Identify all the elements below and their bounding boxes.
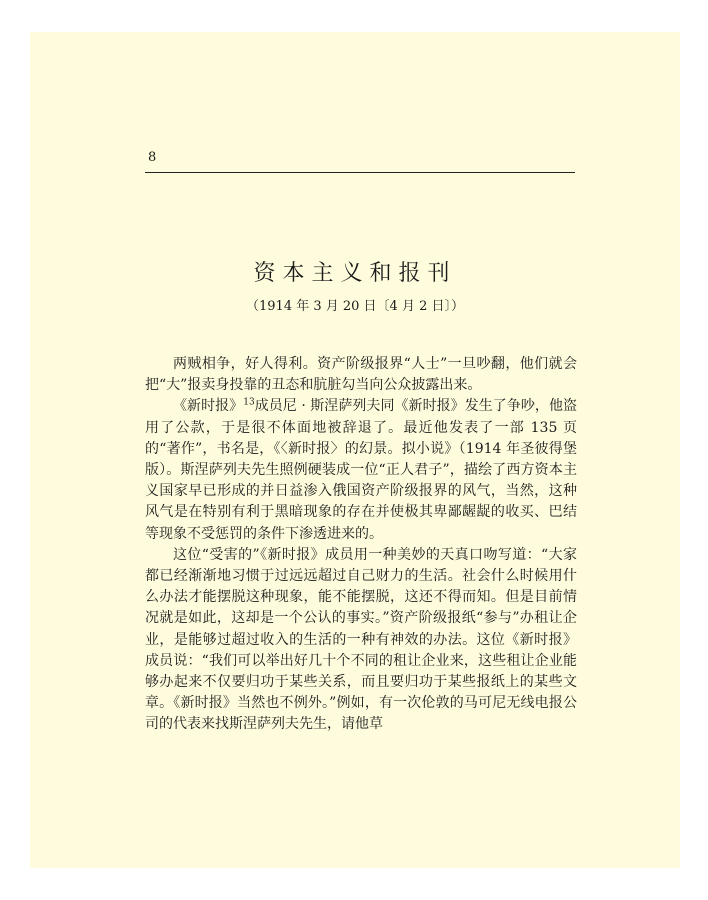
paragraph xyxy=(145,396,577,544)
paragraph: 这位“受害的”《新时报》成员用一种美妙的天真口吻写道：“大家都已经渐渐地习惯于过远远超过自己财力的生活。社会什么时候用什么办法才能摆脱这种现象，能不能摆脱，这还不得而知。但是目前情况就是如此，这却是一个公认的事实。”资产阶级报纸“参与”办租让企业，是能够过超过收入的生活的一种有神效的办法。这位《新时报》成员说：“我们可以举出好几十个不同的租让企业来，这些租让企业能够办起来不仅要归功于某些关系，而且要归功于某些报纸上的某些文章。《新时报》当然也不例外。”例如，有一次伦敦的马可尼无线电报公司的代表来找斯涅萨列夫先生，请他草 xyxy=(145,546,577,733)
paragraph: 两贼相争，好人得利。资产阶级报界“人士”一旦吵翻，他们就会把“大”报卖身投靠的丑态和肮脏勾当向公众披露出来。 xyxy=(145,356,577,394)
document-page xyxy=(30,32,680,868)
page-header xyxy=(145,150,575,173)
paragraph-text: 《新时报》 xyxy=(173,398,244,415)
article-body xyxy=(145,354,577,736)
article-title: 资本主义和报刊 xyxy=(253,261,457,286)
footnote-marker: 13 xyxy=(243,397,255,408)
page-number: 8 xyxy=(148,150,157,165)
paragraph-text: 成员尼 · 斯涅萨列夫同《新时报》发生了争吵，他盗用了公款，于是很不体面地被辞退了。最近他发表了一部 135 页的“著作”，书名是，《〈新时报〉的幻景。拟小说》（1914 年圣彼得堡版）。斯涅萨列夫先生照例硬装成一位“正人君子”，描绘了西方资本主义国家早已形成的并日益渗入俄国资产阶级报界的风气，当然，这种风气是在特别有利于黑暗现象的存在并使极其卑鄙龌龊的收买、巴结等现象不受惩罚的条件下渗透进来的。 xyxy=(145,398,578,542)
article-date: （1914 年 3 月 20 日〔4 月 2 日〕） xyxy=(246,299,464,314)
